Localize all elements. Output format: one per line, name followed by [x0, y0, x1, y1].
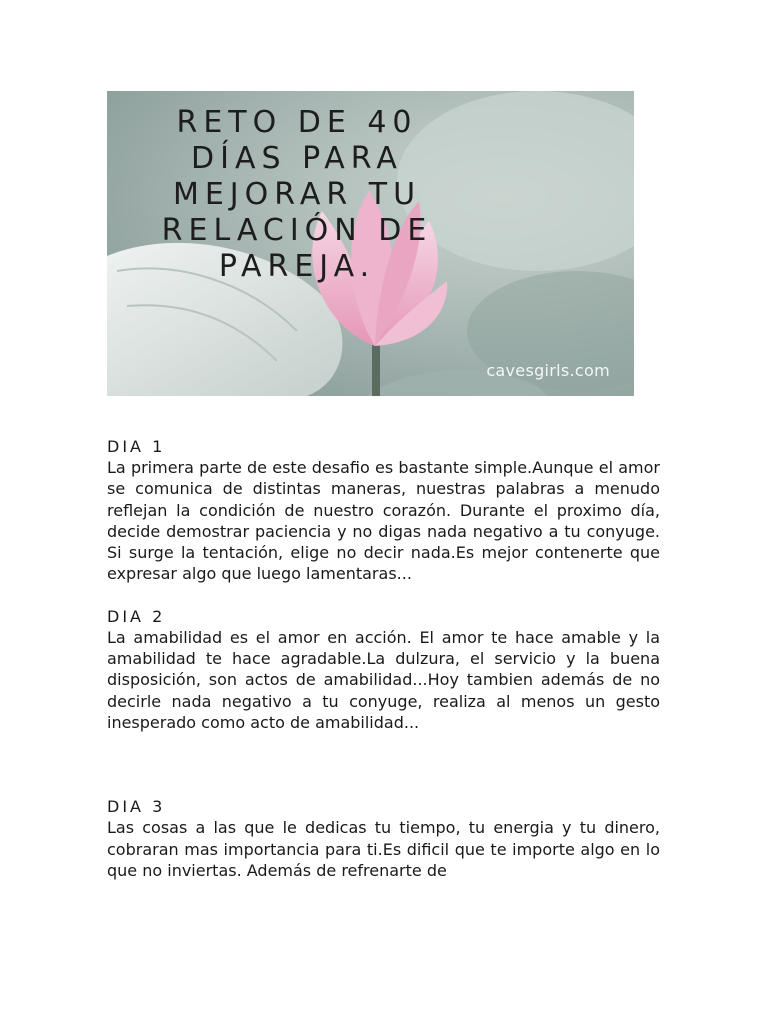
day-text: Las cosas a las que le dedicas tu tiempo, tu energia y tu dinero, cobraran mas importancia para ti.Es dificil que te importe algo en lo que no inviertas. Además de refrenarte de [107, 818, 660, 880]
hero-title-line: DÍAS PARA [191, 141, 403, 176]
hero-title-line: RELACIÓN DE [161, 213, 433, 248]
day-text: La primera parte de este desafio es bastante simple.Aunque el amor se comunica de distintas maneras, nuestras palabras a menudo reflejan la condición de nuestro corazón. Durante el proximo día, decide demostrar paciencia y no digas nada negativo a tu conyuge. Si surge la tentación, elige no decir nada.Es mejor contenerte que expresar algo que luego lamentaras... [107, 458, 660, 584]
hero-title-line: PAREJA. [218, 249, 376, 284]
watermark: cavesgirls.com [486, 361, 610, 380]
hero-image [107, 91, 634, 396]
day-section-3 [107, 796, 660, 881]
day-section-1 [107, 436, 660, 585]
day-text: La amabilidad es el amor en acción. El amor te hace amable y la amabilidad te hace agradable.La dulzura, el servicio y la buena disposición, son actos de amabilidad...Hoy tambien además de no decirle nada negativo a tu conyuge, realiza al menos un gesto inesperado como acto de amabilidad... [107, 627, 660, 732]
document-body [107, 436, 660, 881]
day-heading: DIA 3 [107, 797, 166, 817]
hero-title-line: MEJORAR TU [172, 177, 422, 212]
hero-title-line: RETO DE 40 [176, 105, 418, 140]
hero-title [107, 105, 487, 285]
day-heading: DIA 1 [107, 437, 166, 456]
day-section-2 [107, 606, 660, 733]
day-heading: DIA 2 [107, 606, 166, 626]
